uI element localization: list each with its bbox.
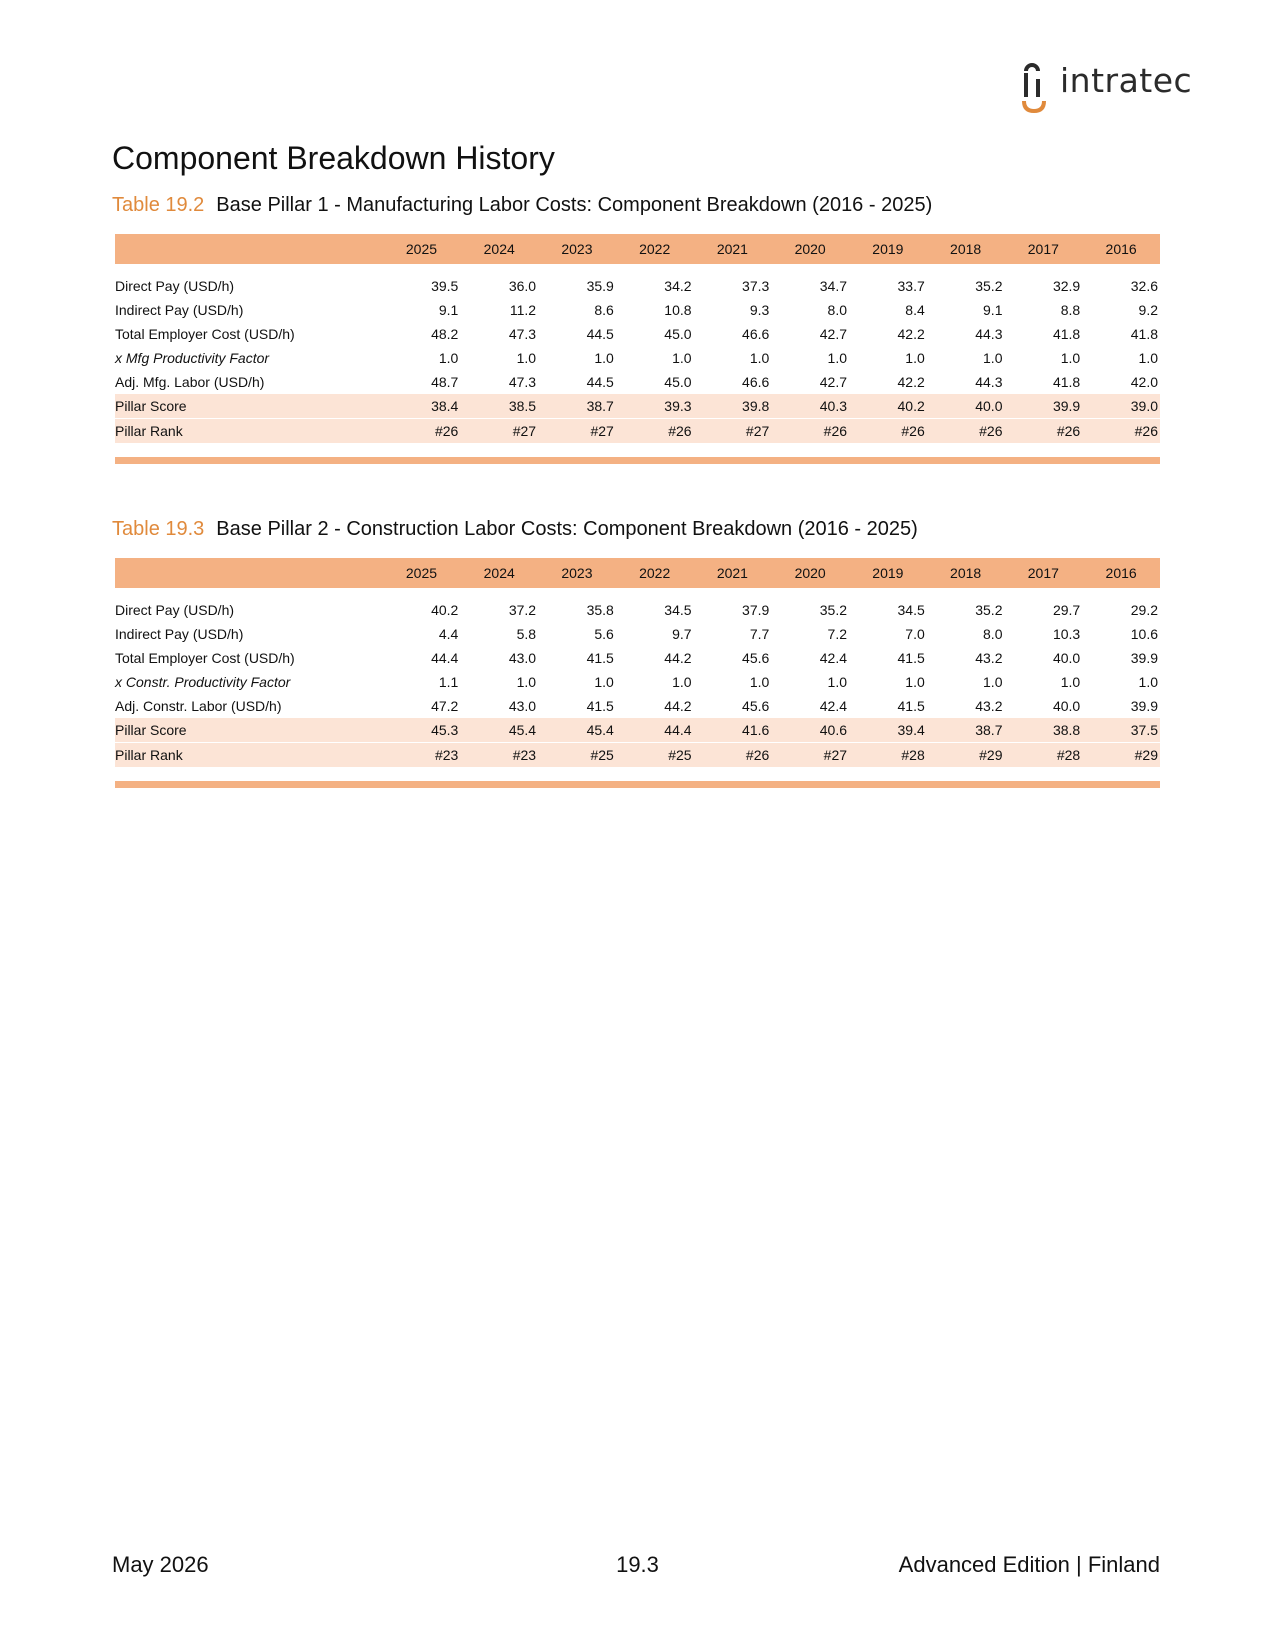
row-label: Direct Pay (USD/h) (115, 602, 235, 618)
cell-value: 5.6 (594, 626, 614, 642)
year-header: 2016 (1082, 234, 1160, 264)
cell-value: 41.8 (1052, 326, 1081, 342)
cell-value: 37.2 (508, 602, 537, 618)
row-label: Adj. Constr. Labor (USD/h) (115, 698, 282, 714)
cell-value: #29 (927, 743, 1005, 768)
table-row (115, 370, 1160, 394)
cell-value: 1.0 (905, 674, 925, 690)
year-header: 2025 (383, 558, 461, 588)
cell-value: #26 (849, 419, 927, 444)
cell-value: 1.0 (1138, 674, 1158, 690)
cell-value: 40.2 (849, 394, 927, 419)
cell-value: 39.5 (431, 278, 459, 294)
cell-value: 34.5 (897, 602, 925, 618)
row-label: Indirect Pay (USD/h) (115, 626, 244, 642)
cell-value: #26 (771, 419, 849, 444)
cell-value: 41.8 (1052, 374, 1081, 390)
cell-value: 37.9 (742, 602, 770, 618)
table-number: Table 19.3 (112, 518, 205, 540)
cell-value: #27 (538, 419, 616, 444)
cell-value: #27 (694, 419, 772, 444)
cell-value: 44.5 (586, 374, 614, 390)
cell-value: #26 (1082, 419, 1160, 444)
cell-value: 42.7 (819, 326, 848, 342)
cell-value: 1.0 (594, 350, 614, 366)
table-row-pillar-rank (115, 743, 1160, 768)
cell-value: 39.8 (694, 394, 772, 419)
cell-value: #28 (849, 743, 927, 768)
cell-value: 8.6 (594, 302, 614, 318)
cell-value: 43.2 (975, 698, 1003, 714)
year-header: 2016 (1082, 558, 1160, 588)
cell-value: #29 (1082, 743, 1160, 768)
cell-value: 42.4 (819, 698, 848, 714)
cell-value: 43.0 (508, 650, 537, 666)
year-header: 2019 (849, 234, 927, 264)
construction-labor-table (115, 558, 1160, 788)
cell-value: 42.4 (819, 650, 848, 666)
cell-value: 8.8 (1060, 302, 1081, 318)
cell-value: 38.5 (460, 394, 538, 419)
cell-value: 1.0 (438, 350, 459, 366)
cell-value: 45.4 (460, 718, 538, 743)
cell-value: 1.0 (1060, 674, 1081, 690)
cell-value: 1.0 (594, 674, 614, 690)
cell-value: 48.7 (431, 374, 459, 390)
table-bottom-rule (115, 443, 1160, 461)
cell-value: 47.3 (508, 374, 537, 390)
table-header-row (115, 558, 1160, 588)
year-header: 2021 (694, 558, 772, 588)
table-row (115, 274, 1160, 298)
cell-value: 7.7 (749, 626, 770, 642)
cell-value: 44.3 (975, 374, 1003, 390)
cell-value: 44.4 (616, 718, 694, 743)
row-label: Pillar Score (115, 718, 383, 743)
cell-value: 1.0 (672, 350, 692, 366)
spacer-row (115, 264, 1160, 274)
cell-value: 10.8 (664, 302, 692, 318)
footer-edition: Advanced Edition | Finland (898, 1552, 1160, 1577)
cell-value: 35.2 (975, 278, 1003, 294)
cell-value: 46.6 (742, 326, 770, 342)
spacer-row (115, 588, 1160, 598)
cell-value: #27 (771, 743, 849, 768)
table-title: Base Pillar 1 - Manufacturing Labor Costs: Component Breakdown (2016 - 2025) (216, 194, 933, 216)
cell-value: 40.2 (431, 602, 459, 618)
cell-value: 1.0 (1138, 350, 1158, 366)
table-number: Table 19.2 (112, 194, 205, 216)
table-row (115, 598, 1160, 622)
cell-value: 40.0 (1052, 698, 1081, 714)
cell-value: 35.2 (819, 602, 848, 618)
cell-value: #26 (694, 743, 772, 768)
cell-value: 1.0 (749, 350, 770, 366)
footer-date: May 2026 (112, 1552, 209, 1577)
cell-value: 46.6 (742, 374, 770, 390)
cell-value: 8.0 (983, 626, 1003, 642)
cell-value: 42.0 (1130, 374, 1158, 390)
table-row (115, 694, 1160, 718)
cell-value: #26 (383, 419, 461, 444)
header-label-cell (115, 558, 383, 588)
table-caption-19-2 (112, 194, 932, 217)
cell-value: 45.0 (664, 326, 692, 342)
cell-value: 1.0 (827, 674, 848, 690)
intratec-logo (1020, 55, 1193, 115)
cell-value: 35.8 (586, 602, 614, 618)
table-row-pillar-score (115, 394, 1160, 419)
table-row (115, 670, 1160, 694)
row-label: Total Employer Cost (USD/h) (115, 326, 295, 342)
cell-value: 10.3 (1052, 626, 1081, 642)
cell-value: 4.4 (438, 626, 459, 642)
cell-value: 41.5 (897, 650, 925, 666)
cell-value: 32.9 (1052, 278, 1081, 294)
table-row (115, 346, 1160, 370)
table-row-pillar-rank (115, 419, 1160, 444)
cell-value: 1.0 (516, 350, 537, 366)
table-row (115, 322, 1160, 346)
cell-value: 40.0 (927, 394, 1005, 419)
year-header: 2023 (538, 234, 616, 264)
cell-value: 37.3 (742, 278, 770, 294)
cell-value: #23 (460, 743, 538, 768)
year-header: 2017 (1004, 234, 1082, 264)
cell-value: #25 (538, 743, 616, 768)
row-label: Pillar Rank (115, 419, 383, 444)
cell-value: 41.5 (586, 698, 614, 714)
cell-value: 9.7 (672, 626, 692, 642)
cell-value: 9.2 (1138, 302, 1158, 318)
cell-value: 1.0 (672, 674, 692, 690)
cell-value: 34.5 (664, 602, 692, 618)
table-row-pillar-score (115, 718, 1160, 743)
cell-value: #27 (460, 419, 538, 444)
cell-value: 40.3 (771, 394, 849, 419)
cell-value: 44.3 (975, 326, 1003, 342)
cell-value: 39.0 (1082, 394, 1160, 419)
cell-value: 35.9 (586, 278, 614, 294)
cell-value: 38.7 (538, 394, 616, 419)
cell-value: 1.0 (983, 674, 1003, 690)
cell-value: 44.4 (431, 650, 459, 666)
cell-value: 33.7 (897, 278, 925, 294)
row-label: Indirect Pay (USD/h) (115, 302, 244, 318)
cell-value: 45.6 (742, 698, 770, 714)
cell-value: 41.8 (1130, 326, 1158, 342)
header-label-cell (115, 234, 383, 264)
cell-value: 9.1 (438, 302, 459, 318)
year-header: 2025 (383, 234, 461, 264)
year-header: 2017 (1004, 558, 1082, 588)
cell-value: 1.0 (827, 350, 848, 366)
cell-value: 11.2 (509, 302, 537, 318)
cell-value: 39.9 (1004, 394, 1082, 419)
cell-value: #23 (383, 743, 461, 768)
cell-value: #26 (616, 419, 694, 444)
cell-value: 41.5 (897, 698, 925, 714)
year-header: 2023 (538, 558, 616, 588)
year-header: 2018 (927, 558, 1005, 588)
cell-value: 1.0 (1060, 350, 1081, 366)
year-header: 2024 (460, 558, 538, 588)
cell-value: 29.2 (1130, 602, 1158, 618)
cell-value: 1.0 (516, 674, 537, 690)
cell-value: 41.6 (694, 718, 772, 743)
year-header: 2024 (460, 234, 538, 264)
cell-value: 34.7 (819, 278, 848, 294)
table-row (115, 298, 1160, 322)
logo-mark-icon (1020, 57, 1062, 113)
cell-value: #26 (927, 419, 1005, 444)
cell-value: 39.3 (616, 394, 694, 419)
cell-value: 39.4 (849, 718, 927, 743)
row-label: x Constr. Productivity Factor (115, 674, 291, 690)
cell-value: 43.0 (508, 698, 537, 714)
cell-value: 1.0 (905, 350, 925, 366)
cell-value: 47.3 (508, 326, 537, 342)
table-header-row (115, 234, 1160, 264)
cell-value: 7.2 (827, 626, 848, 642)
cell-value: 39.9 (1130, 650, 1158, 666)
cell-value: 44.5 (586, 326, 614, 342)
cell-value: 42.2 (897, 374, 925, 390)
year-header: 2022 (616, 558, 694, 588)
cell-value: 29.7 (1052, 602, 1081, 618)
cell-value: 42.7 (819, 374, 848, 390)
row-label: x Mfg Productivity Factor (115, 350, 270, 366)
cell-value: 1.1 (438, 674, 459, 690)
cell-value: 42.2 (897, 326, 925, 342)
cell-value: 8.4 (905, 302, 925, 318)
year-header: 2020 (771, 234, 849, 264)
cell-value: 47.2 (431, 698, 459, 714)
year-header: 2019 (849, 558, 927, 588)
cell-value: 43.2 (975, 650, 1003, 666)
cell-value: 1.0 (749, 674, 770, 690)
cell-value: 5.8 (516, 626, 537, 642)
year-header: 2018 (927, 234, 1005, 264)
cell-value: #25 (616, 743, 694, 768)
cell-value: 38.7 (927, 718, 1005, 743)
table-title: Base Pillar 2 - Construction Labor Costs: Component Breakdown (2016 - 2025) (216, 518, 918, 540)
cell-value: 37.5 (1082, 718, 1160, 743)
cell-value: 10.6 (1130, 626, 1158, 642)
cell-value: 7.0 (905, 626, 925, 642)
cell-value: 44.2 (664, 698, 692, 714)
row-label: Total Employer Cost (USD/h) (115, 650, 295, 666)
cell-value: 40.6 (771, 718, 849, 743)
cell-value: #28 (1004, 743, 1082, 768)
row-label: Adj. Mfg. Labor (USD/h) (115, 374, 265, 390)
year-header: 2022 (616, 234, 694, 264)
cell-value: 45.6 (742, 650, 770, 666)
cell-value: 8.0 (827, 302, 848, 318)
cell-value: 44.2 (664, 650, 692, 666)
cell-value: 45.4 (538, 718, 616, 743)
footer-page-number: 19.3 (616, 1552, 659, 1577)
logo-text: intratec (1060, 61, 1193, 100)
cell-value: 1.0 (983, 350, 1003, 366)
cell-value: 36.0 (508, 278, 537, 294)
cell-value: 45.3 (383, 718, 461, 743)
cell-value: 32.6 (1130, 278, 1158, 294)
year-header: 2021 (694, 234, 772, 264)
row-label: Pillar Rank (115, 743, 383, 768)
cell-value: 35.2 (975, 602, 1003, 618)
cell-value: 9.3 (749, 302, 770, 318)
cell-value: 40.0 (1052, 650, 1081, 666)
cell-value: 48.2 (431, 326, 459, 342)
table-row (115, 622, 1160, 646)
cell-value: 38.8 (1004, 718, 1082, 743)
cell-value: 9.1 (983, 302, 1003, 318)
table-bottom-rule (115, 767, 1160, 785)
cell-value: 34.2 (664, 278, 692, 294)
table-caption-19-3 (112, 518, 918, 541)
cell-value: #26 (1004, 419, 1082, 444)
cell-value: 38.4 (383, 394, 461, 419)
row-label: Pillar Score (115, 394, 383, 419)
row-label: Direct Pay (USD/h) (115, 278, 235, 294)
page-title: Component Breakdown History (112, 140, 555, 176)
cell-value: 39.9 (1130, 698, 1158, 714)
table-row (115, 646, 1160, 670)
year-header: 2020 (771, 558, 849, 588)
cell-value: 45.0 (664, 374, 692, 390)
manufacturing-labor-table (115, 234, 1160, 464)
cell-value: 41.5 (586, 650, 614, 666)
